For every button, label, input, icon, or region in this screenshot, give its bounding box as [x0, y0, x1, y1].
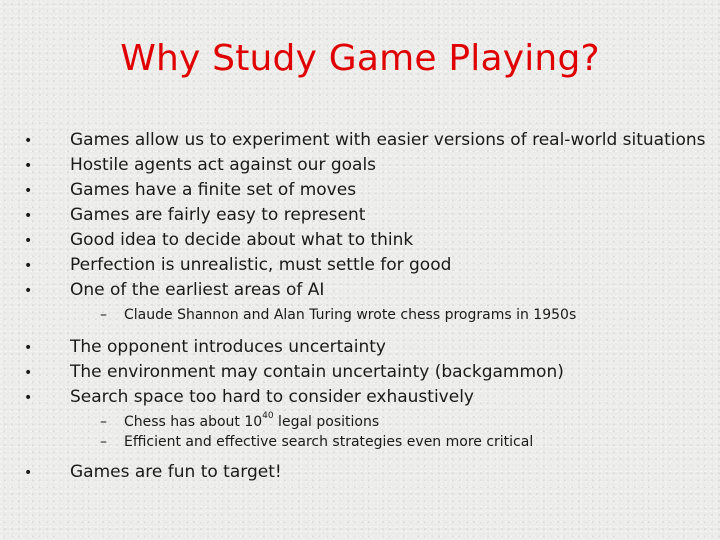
bullet-icon: • — [24, 340, 33, 356]
list-item-text: Perfection is unrealistic, must settle for good — [70, 255, 452, 275]
list-item-text: Search space too hard to consider exhaustively — [70, 387, 474, 407]
list-item-text: One of the earliest areas of AI — [70, 280, 325, 300]
sub-list-item-text: Claude Shannon and Alan Turing wrote chess programs in 1950s — [124, 307, 577, 323]
list-item — [24, 278, 714, 303]
sub-list-item-text — [124, 412, 379, 432]
list-item — [24, 203, 714, 228]
bullet-icon: • — [24, 208, 33, 224]
bullet-icon: • — [24, 183, 33, 199]
list-item — [24, 385, 714, 410]
sub-text-suffix: legal positions — [273, 414, 380, 430]
list-item-text: Games have a finite set of moves — [70, 180, 357, 200]
bullet-icon: • — [24, 390, 33, 406]
list-item-text: Good idea to decide about what to think — [70, 230, 414, 250]
sub-list-item — [24, 412, 714, 432]
list-item — [24, 178, 714, 203]
sub-list-item — [24, 305, 714, 325]
list-item-text: Games are fairly easy to represent — [70, 205, 366, 225]
list-item-text: Games are fun to target! — [70, 462, 282, 482]
sub-list-item — [24, 432, 714, 452]
list-item — [24, 253, 714, 278]
sub-text-prefix: Chess has about 10 — [124, 414, 263, 430]
slide-title: Why Study Game Playing? — [120, 38, 600, 79]
bullet-icon: • — [24, 133, 33, 149]
bullet-icon: • — [24, 465, 33, 481]
dash-icon: – — [100, 434, 107, 450]
exponent: 40 — [262, 411, 274, 422]
list-item — [24, 153, 714, 178]
list-item — [24, 360, 714, 385]
bullet-icon: • — [24, 158, 33, 174]
sub-list-item-text: Efficient and effective search strategies even more critical — [124, 434, 534, 450]
bullet-icon: • — [24, 258, 33, 274]
dash-icon: – — [100, 414, 107, 430]
list-item — [24, 128, 714, 153]
bullet-icon: • — [24, 233, 33, 249]
list-item-text: Hostile agents act against our goals — [70, 155, 377, 175]
dash-icon: – — [100, 307, 107, 323]
list-item — [24, 228, 714, 253]
list-item-text: Games allow us to experiment with easier versions of real-world situations — [70, 130, 706, 150]
list-item — [24, 335, 714, 360]
bullet-list — [24, 128, 714, 485]
bullet-icon: • — [24, 365, 33, 381]
list-item-text: The environment may contain uncertainty (backgammon) — [70, 362, 564, 382]
list-item — [24, 460, 714, 485]
bullet-icon: • — [24, 283, 33, 299]
list-item-text: The opponent introduces uncertainty — [70, 337, 386, 357]
